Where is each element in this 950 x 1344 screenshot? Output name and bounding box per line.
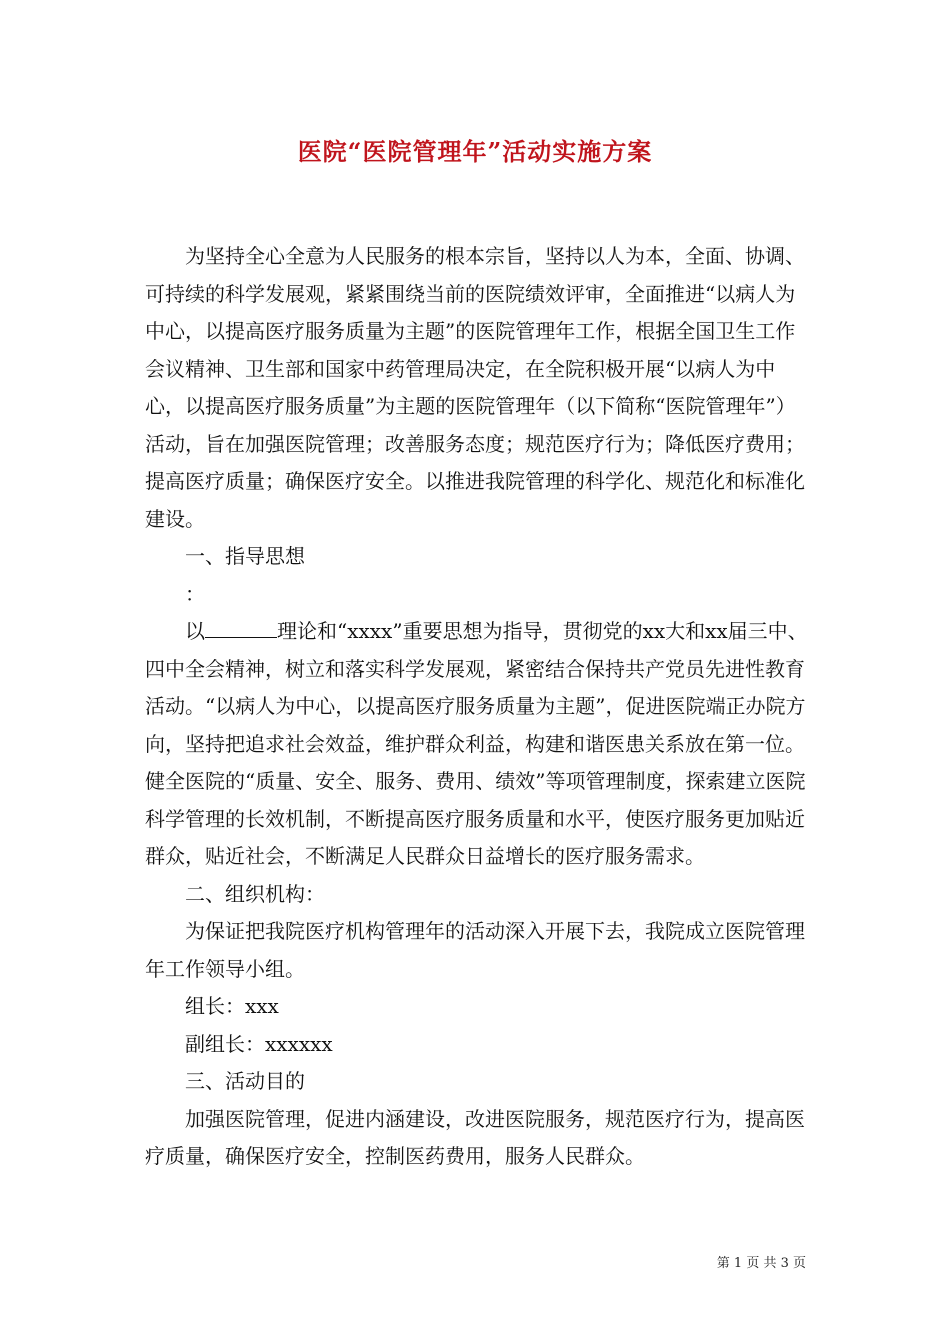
guiding-text: 理论和“xxxx”重要思想为指导，贯彻党的xx大和xx届三中、四中全会精神，树立和落实科学发展观，紧密结合保持共产党员先进性教育活动。“以病人为中心，以提高医疗服务质量为主题”，促进医院端正办院方向，坚持把追求社会效益，维护群众利益，构建和谐医患关系放在第一位。健全医院的“质量、安全、服务、费用、绩效”等项管理制度，探索建立医院科学管理的长效机制，不断提高医疗服务质量和水平，使医疗服务更加贴近群众，贴近社会，不断满足人民群众日益增长的医疗服务需求。 (145, 619, 808, 868)
section-heading-guiding-ideology: 一、指导思想 (185, 544, 305, 568)
section-heading-organization: 二、组织机构： (185, 881, 325, 906)
colon-line: ： (185, 581, 205, 606)
leader-line: 组长：xxx (185, 994, 279, 1018)
blank-underline (205, 617, 277, 638)
purpose-paragraph: 加强医院管理，促进内涵建设，改进医院服务，规范医疗行为，提高医疗质量，确保医疗安全，控制医药费用，服务人民群众。 (145, 1106, 805, 1168)
guiding-paragraph (145, 613, 813, 876)
page-footer: 第 1 页 共 3 页 (716, 1256, 806, 1271)
guiding-prefix: 以 (185, 619, 205, 643)
document-title: 医院“医院管理年”活动实施方案 (297, 137, 653, 166)
deputy-leader-line: 副组长：xxxxxx (185, 1031, 333, 1056)
organization-paragraph: 为保证把我院医疗机构管理年的活动深入开展下去，我院成立医院管理年工作领导小组。 (145, 919, 805, 981)
section-heading-purpose: 三、活动目的 (185, 1069, 305, 1093)
intro-paragraph: 为坚持全心全意为人民服务的根本宗旨，坚持以人为本，全面、协调、可持续的科学发展观，紧紧围绕当前的医院绩效评审，全面推进“以病人为中心，以提高医疗服务质量为主题”的医院管理年工作，根据全国卫生工作会议精神、卫生部和国家中药管理局决定，在全院积极开展“以病人为中心，以提高医疗服务质量”为主题的医院管理年（以下简称“医院管理年”）活动，旨在加强医院管理；改善服务态度；规范医疗行为；降低医疗费用；提高医疗质量；确保医疗安全。以推进我院管理的科学化、规范化和标准化建设。 (145, 244, 805, 531)
document-body (145, 238, 813, 1176)
